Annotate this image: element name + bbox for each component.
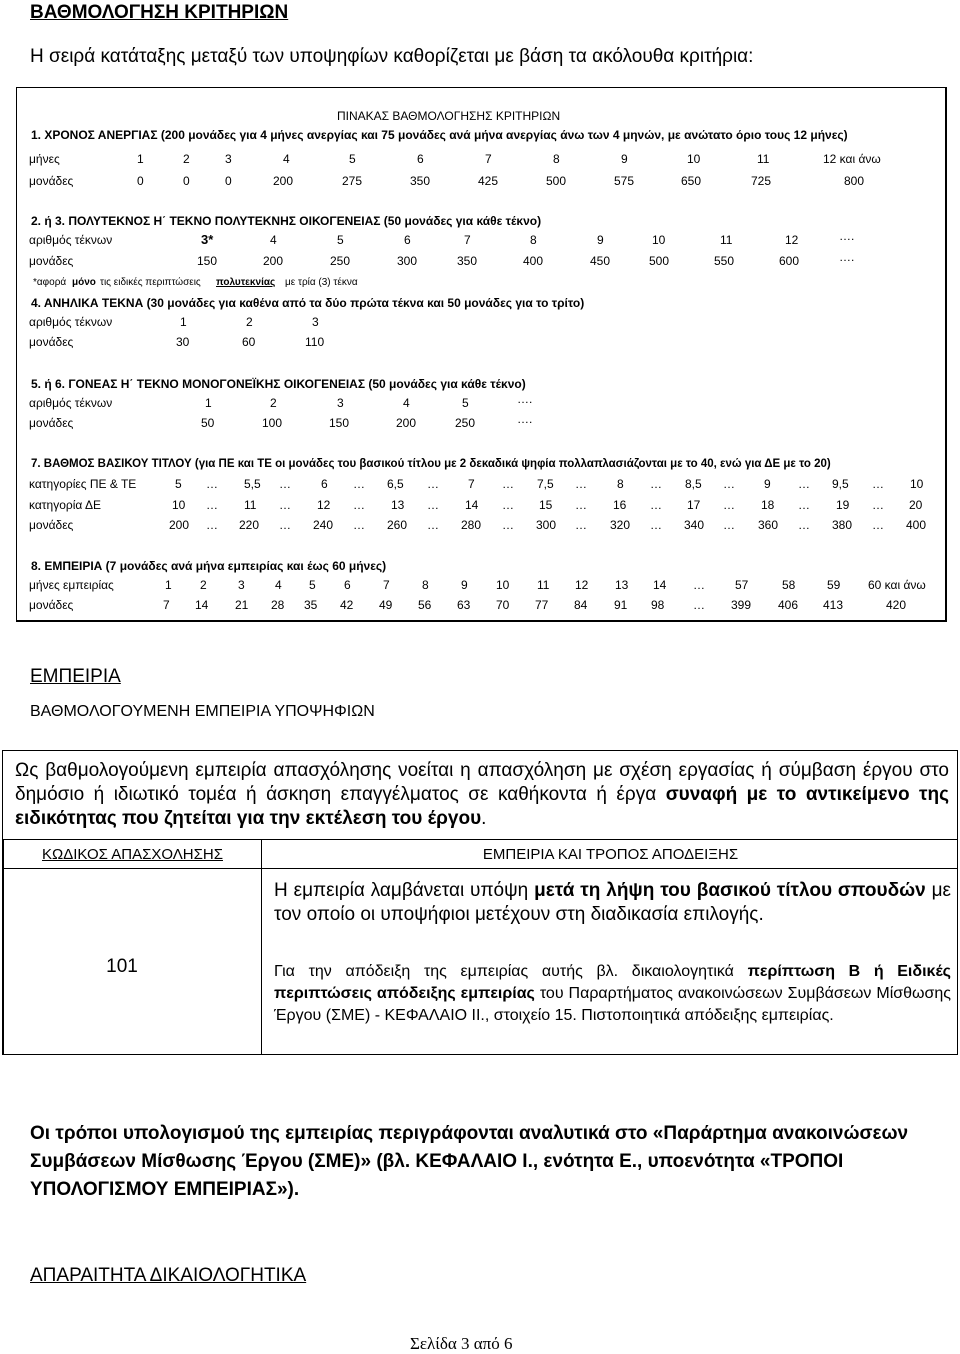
s1-label-points: μονάδες	[29, 174, 74, 188]
s5-children: 4	[403, 396, 410, 410]
required-documents-heading: ΑΠΑΡΑΙΤΗΤΑ ΔΙΚΑΙΟΛΟΓΗΤΙΚΑ	[30, 1265, 307, 1286]
s5-dots: ….	[517, 412, 533, 426]
s1-points: 0	[183, 174, 190, 188]
s2-points: 400	[523, 254, 544, 268]
criteria-table	[16, 87, 947, 622]
table-title: ΠΙΝΑΚΑΣ ΒΑΘΜΟΛΟΓΗΣΗΣ ΚΡΙΤΗΡΙΩΝ	[337, 109, 561, 123]
s7-label-de: κατηγορία ΔΕ	[29, 498, 101, 512]
s5-label-points: μονάδες	[29, 416, 74, 430]
s1-row-months	[17, 152, 947, 168]
s1-points: 275	[342, 174, 363, 188]
s8-label-months: μήνες εμπειρίας	[29, 578, 114, 592]
s2-children: 4	[270, 233, 277, 247]
s2-points: 150	[197, 254, 218, 268]
s1-month: 12 και άνω	[823, 152, 881, 166]
s5-children: 1	[205, 396, 212, 410]
s1-points: 350	[410, 174, 431, 188]
s8-title: 8. ΕΜΠΕΙΡΙΑ (7 μονάδες ανά μήνα εμπειρίας και έως 60 μήνες)	[31, 559, 387, 573]
s5-row-children	[17, 392, 947, 412]
s2-label-points: μονάδες	[29, 254, 74, 268]
s5-title: 5. ή 6. ΓΟΝΕΑΣ Η΄ ΤΕΚΝΟ ΜΟΝΟΓΟΝΕΪΚΗΣ ΟΙΚΟΓΕΝΕΙΑΣ (50 μονάδες για κάθε τέκνο)	[31, 377, 526, 391]
s7-row-de: κατηγορία ΔΕ 10 … 11 … 12 … 13 … 14 … 15 … 16 … 17 … 18 … 19 … 20	[29, 498, 923, 512]
s7-row-pe: κατηγορίες ΠΕ & ΤΕ 5 … 5,5 … 6 … 6,5 … 7 … 7,5 … 8 … 8,5 … 9 … 9,5 … 10	[29, 477, 924, 491]
s2-children: 9	[597, 233, 604, 247]
s2-note-b: μόνο	[72, 277, 96, 288]
s2-points: 300	[397, 254, 418, 268]
s1-month: 4	[283, 152, 290, 166]
s1-title: 1. ΧΡΟΝΟΣ ΑΝΕΡΓΙΑΣ (200 μονάδες για 4 μήνες ανεργίας και 75 μονάδες ανά μήνα ανεργίας άνω των 4 μηνών, με ανώτατο όριο τους 12 μήνες)	[31, 128, 848, 142]
s7-title: 7. ΒΑΘΜΟΣ ΒΑΣΙΚΟΥ ΤΙΤΛΟΥ (για ΠΕ και ΤΕ οι μονάδες του βασικού τίτλου με 2 δεκαδικά ψηφία πολλαπλασιάζονται με το 40, ενώ για ΔΕ με το 20)	[31, 458, 831, 470]
s2-children: 3*	[201, 232, 214, 247]
s1-month: 9	[621, 152, 628, 166]
s2-row-points	[17, 250, 947, 270]
s2-note-e: με τρία (3) τέκνα	[285, 277, 358, 288]
s2-points: 350	[457, 254, 478, 268]
s2-children: 12	[785, 233, 799, 247]
intro-text: Η σειρά κατάταξης μεταξύ των υποψηφίων καθορίζεται με βάση τα ακόλουθα κριτήρια:	[30, 46, 754, 67]
s2-label-children: αριθμός τέκνων	[29, 233, 113, 247]
s4-children: 2	[246, 315, 253, 329]
s8-label-points: μονάδες	[29, 598, 74, 612]
s1-month: 3	[225, 152, 232, 166]
s5-children: 3	[337, 396, 344, 410]
s2-points: 200	[263, 254, 284, 268]
s1-month: 7	[485, 152, 492, 166]
s1-month: 5	[349, 152, 356, 166]
s2-note-a: *αφορά	[33, 277, 67, 288]
s4-row-points	[17, 335, 947, 351]
s1-month: 2	[183, 152, 190, 166]
s2-title: 2. ή 3. ΠΟΛΥΤΕΚΝΟΣ Η΄ ΤΕΚΝΟ ΠΟΛΥΤΕΚΝΗΣ ΟΙΚΟΓΕΝΕΙΑΣ (50 μονάδες για κάθε τέκνο)	[31, 214, 542, 228]
s5-points: 100	[262, 416, 283, 430]
s1-month: 1	[137, 152, 144, 166]
s1-points: 200	[273, 174, 294, 188]
s2-note	[17, 275, 947, 291]
s2-note-c: τις ειδικές περιπτώσεις	[100, 277, 201, 288]
s5-label-children: αριθμός τέκνων	[29, 396, 113, 410]
s2-points: 450	[590, 254, 611, 268]
experience-rule: Η εμπειρία λαμβάνεται υπόψη μετά τη λήψη του βασικού τίτλου σπουδών με τον οποίο οι υποψήφιοι μετέχουν στη διαδικασία επιλογής.	[274, 880, 952, 925]
s2-dots: ….	[839, 229, 855, 243]
page-heading: ΒΑΘΜΟΛΟΓΗΣΗ ΚΡΙΤΗΡΙΩΝ	[30, 2, 289, 23]
page-number: Σελίδα 3 από 6	[410, 1334, 513, 1353]
s8-row-points: μονάδες 7 14 21 28 35 42 49 56 63 70 77 84 91 98 … 399 406 413 420	[29, 598, 907, 612]
s1-row-points	[17, 174, 947, 190]
s1-points: 650	[681, 174, 702, 188]
experience-definition: Ως βαθμολογούμενη εμπειρία απασχόλησης νοείται η απασχόληση με σχέση εργασίας ή σύμβαση έργου στο δημόσιο ή ιδιωτικό τομέα ή άσκηση επαγγέλματος σε καθήκοντα ή έργα συναφή με το αντικείμενο της ειδικότητας που ζητείται για την εκτέλεση του έργου.	[15, 760, 950, 829]
s2-children: 8	[530, 233, 537, 247]
calculation-methods-note: Οι τρόποι υπολογισμού της εμπειρίας περιγράφονται αναλυτικά στο «Παράρτημα ανακοινώσεων Συμβάσεων Μίσθωσης Έργου (ΣΜΕ)» (βλ. ΚΕΦΑΛΑΙΟ Ι., ενότητα Ε., υποενότητα «ΤΡΟΠΟΙ ΥΠΟΛΟΓΙΣΜΟΥ ΕΜΠΕΙΡΙΑΣ»).	[30, 1123, 909, 1200]
s7-row-points: μονάδες 200 … 220 … 240 … 260 … 280 … 300 … 320 … 340 … 360 … 380 … 400	[29, 518, 927, 532]
s5-children: 2	[270, 396, 277, 410]
experience-proof: Για την απόδειξη της εμπειρίας αυτής βλ. δικαιολογητικά περίπτωση Β ή Ειδικές περιπτώσεις απόδειξης εμπειρίας του Παραρτήματος ανακοινώσεων Συμβάσεων Μίσθωσης Έργου (ΣΜΕ) - ΚΕΦΑΛΑΙΟ ΙΙ., στοιχείο 15. Πιστοποιητικά απόδειξης εμπειρίας.	[274, 963, 952, 1024]
s4-points: 30	[176, 335, 190, 349]
s8-row-months: μήνες εμπειρίας 1 2 3 4 5 6 7 8 9 10 11 12 13 14 … 57 58 59 60 και άνω	[29, 578, 926, 592]
code-value: 101	[106, 956, 138, 977]
s2-points: 250	[330, 254, 351, 268]
s5-children: 5	[462, 396, 469, 410]
experience-cell	[261, 868, 958, 1055]
s2-points: 500	[649, 254, 670, 268]
s4-children: 3	[312, 315, 319, 329]
s5-points: 50	[201, 416, 215, 430]
s1-label-months: μήνες	[29, 152, 60, 166]
experience-box	[2, 750, 958, 1055]
s7-label-points: μονάδες	[29, 518, 74, 532]
s1-month: 11	[757, 152, 770, 166]
s4-label-points: μονάδες	[29, 335, 74, 349]
s4-points: 110	[305, 335, 325, 349]
s1-month: 6	[417, 152, 424, 166]
s4-children: 1	[180, 315, 187, 329]
s2-dots: ….	[839, 250, 855, 264]
s2-children: 10	[652, 233, 666, 247]
s1-month: 10	[687, 152, 701, 166]
s1-points: 725	[751, 174, 772, 188]
s1-points: 0	[137, 174, 144, 188]
col-header-experience: ΕΜΠΕΙΡΙΑ ΚΑΙ ΤΡΟΠΟΣ ΑΠΟΔΕΙΞΗΣ	[261, 839, 958, 869]
s2-points: 550	[714, 254, 735, 268]
s5-points: 250	[455, 416, 476, 430]
experience-subheading: ΒΑΘΜΟΛΟΓΟΥΜΕΝΗ ΕΜΠΕΙΡΙΑ ΥΠΟΨΗΦΙΩΝ	[30, 703, 375, 720]
col-header-code: ΚΩΔΙΚΟΣ ΑΠΑΣΧΟΛΗΣΗΣ	[3, 839, 262, 869]
s1-points: 425	[478, 174, 499, 188]
s2-row-children	[17, 229, 947, 249]
s4-label-children: αριθμός τέκνων	[29, 315, 113, 329]
s4-row-children	[17, 315, 947, 331]
s1-points: 0	[225, 174, 232, 188]
s7-label-pe: κατηγορίες ΠΕ & ΤΕ	[29, 477, 137, 491]
s2-children: 6	[404, 233, 411, 247]
s2-points: 600	[779, 254, 800, 268]
s4-title: 4. ΑΝΗΛΙΚΑ ΤΕΚΝΑ (30 μονάδες για καθένα από τα δύο πρώτα τέκνα και 50 μονάδες για το τρίτο)	[31, 296, 585, 310]
s4-points: 60	[242, 335, 256, 349]
s1-month: 8	[553, 152, 560, 166]
s5-points: 200	[396, 416, 417, 430]
s1-points: 500	[546, 174, 567, 188]
s5-dots: ….	[517, 392, 533, 406]
s5-points: 150	[329, 416, 350, 430]
s1-points: 575	[614, 174, 635, 188]
s2-note-d: πολυτεκνίας	[216, 277, 276, 288]
s1-points: 800	[844, 174, 865, 188]
s2-children: 7	[464, 233, 471, 247]
s2-children: 5	[337, 233, 344, 247]
s5-row-points	[17, 412, 947, 432]
code-cell	[3, 868, 262, 1055]
experience-heading: ΕΜΠΕΙΡΙΑ	[30, 666, 121, 687]
s2-children: 11	[720, 233, 733, 247]
